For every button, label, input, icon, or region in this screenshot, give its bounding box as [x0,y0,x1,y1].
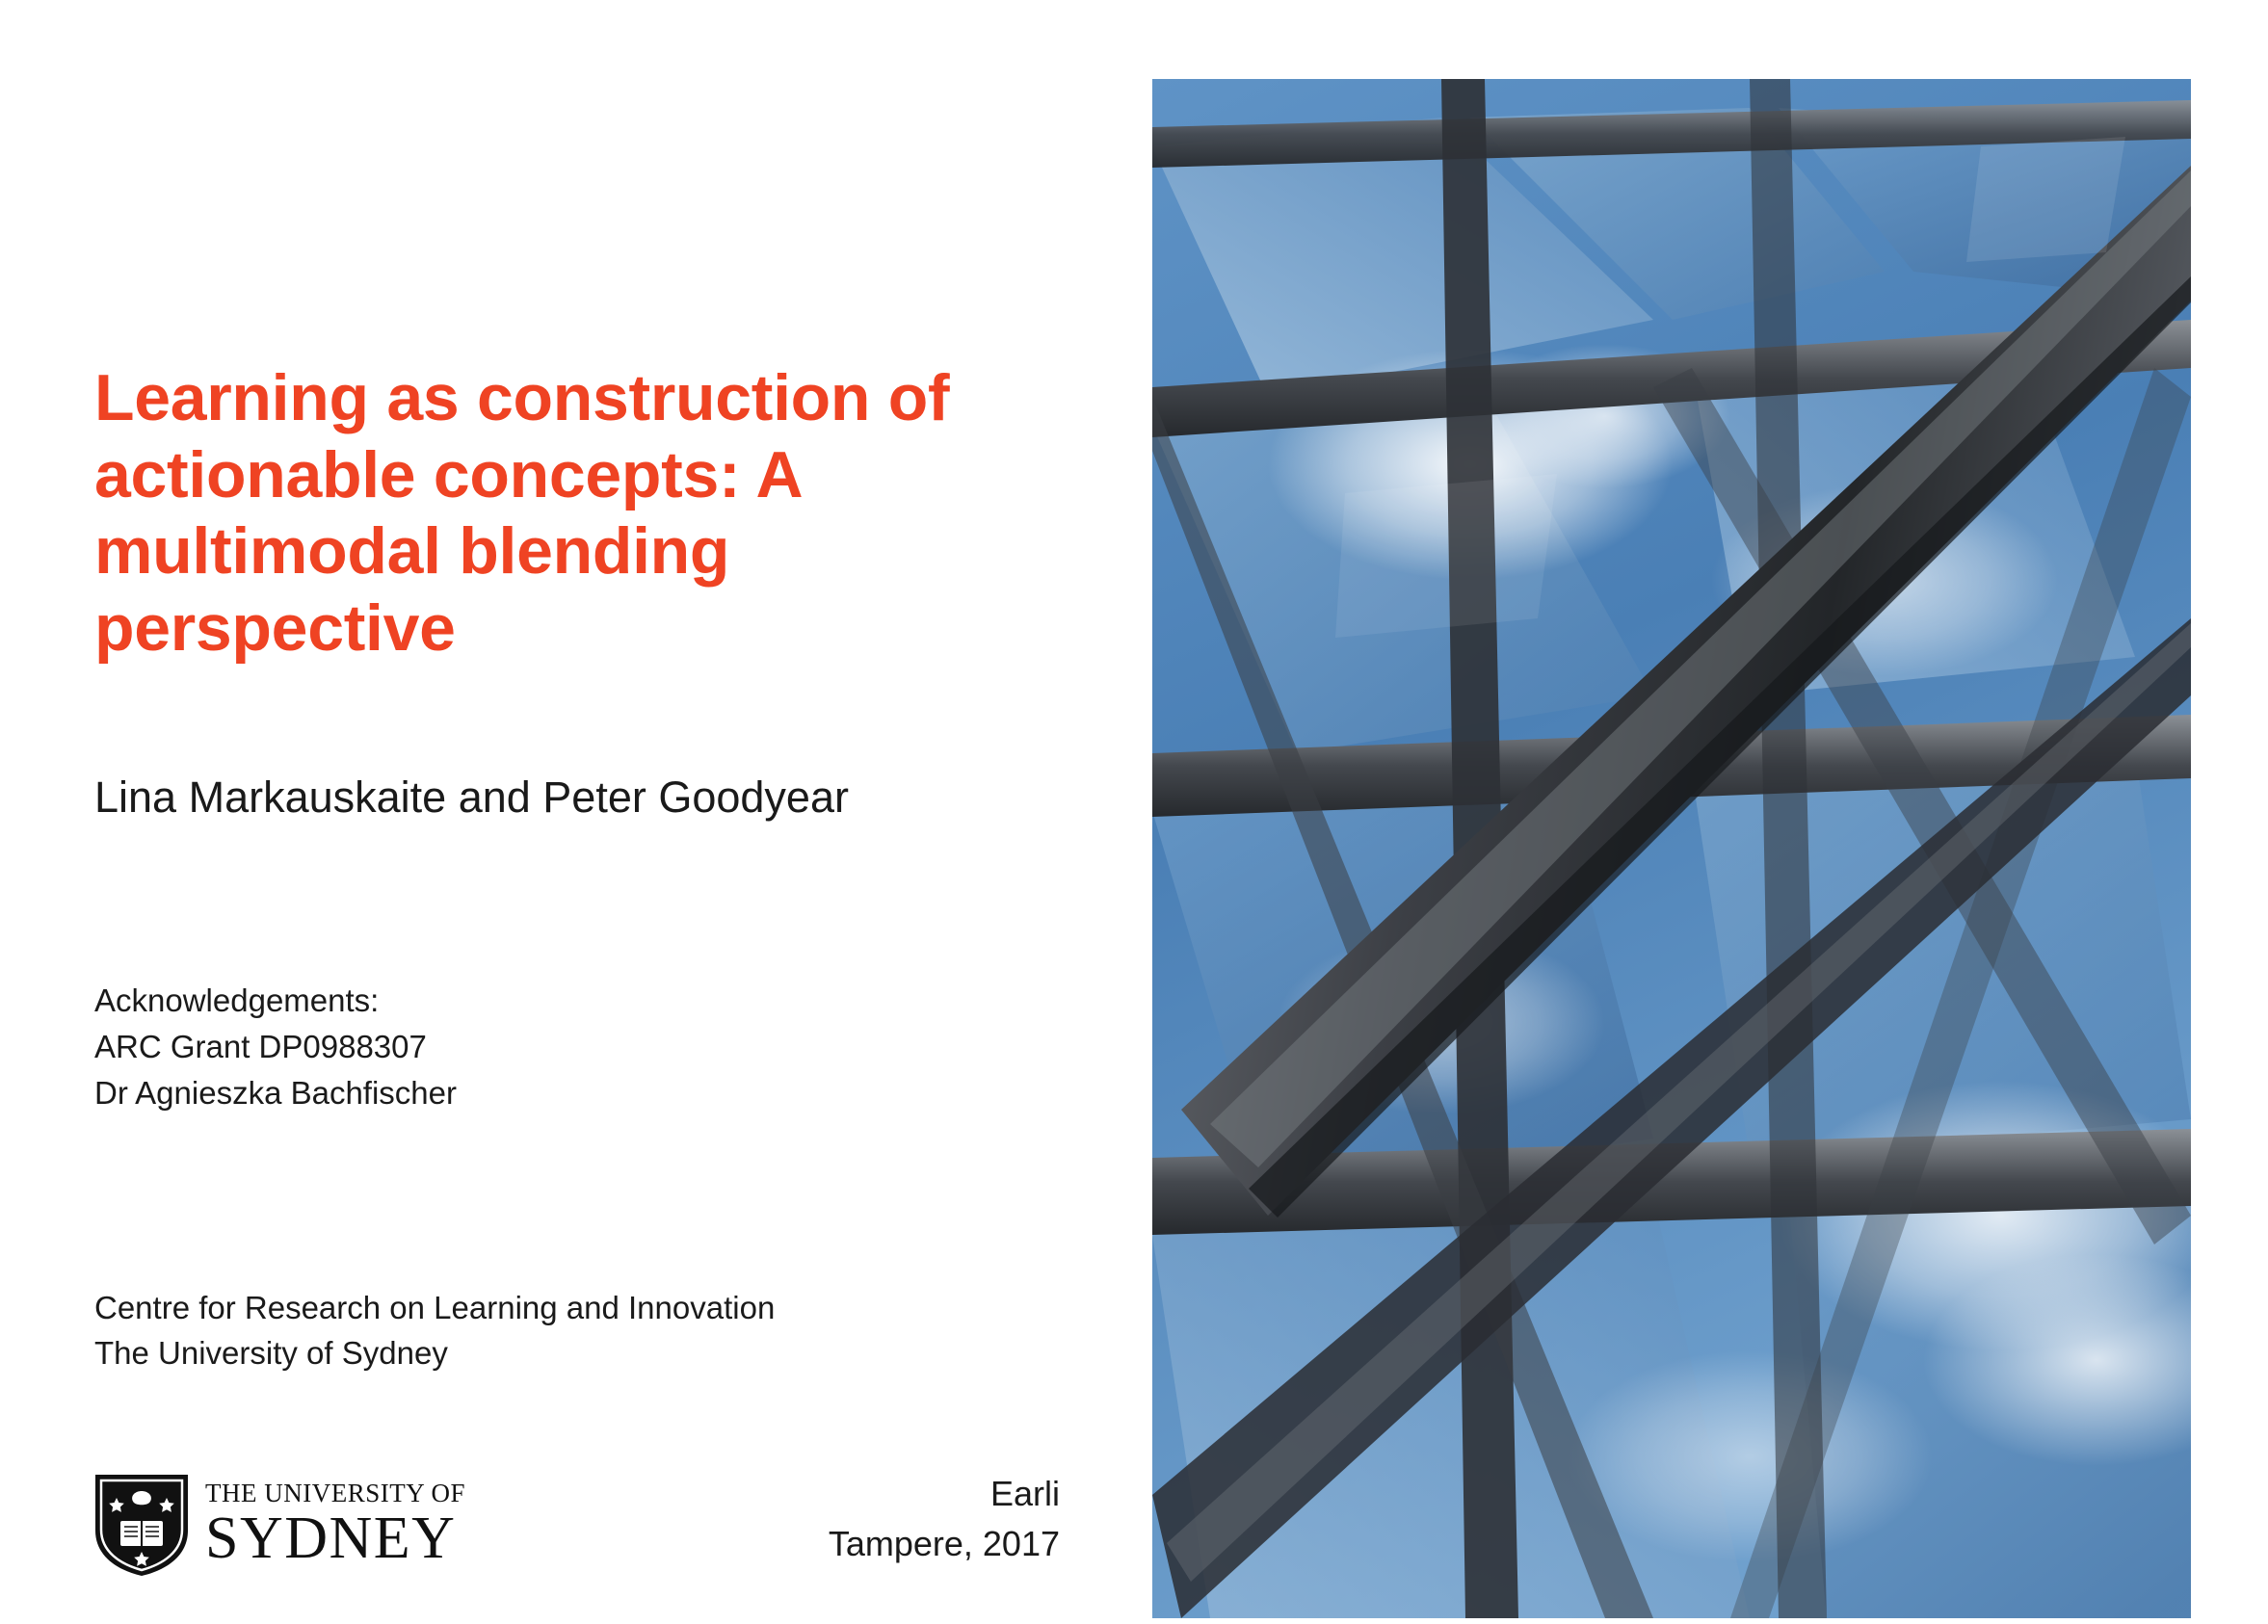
text-column [94,0,1135,1624]
affiliation-centre: Centre for Research on Learning and Innovation [94,1290,776,1325]
page-title: Learning as construction of actionable concepts: A multimodal blending perspective [94,361,950,665]
logo-line-2: SYDNEY [205,1506,457,1571]
acknowledgements-block [94,978,1058,1116]
logo-line-1: THE UNIVERSITY OF [205,1479,465,1507]
event-block [578,1469,1060,1569]
authors: Lina Markauskaite and Peter Goodyear [94,773,849,822]
glass-roof-photo [1152,79,2191,1618]
acknowledgements-person: Dr Agnieszka Bachfischer [94,1074,458,1111]
event-name: Earli [989,1474,1060,1513]
university-crest-icon [92,1471,192,1579]
acknowledgements-heading: Acknowledgements: [94,982,380,1018]
event-location-year: Tampere, 2017 [828,1524,1060,1564]
affiliation-block [94,1286,1058,1376]
university-logo [92,1469,506,1580]
acknowledgements-grant: ARC Grant DP0988307 [94,1028,427,1064]
affiliation-university: The University of Sydney [94,1334,448,1371]
logo-wordmark [205,1479,465,1571]
